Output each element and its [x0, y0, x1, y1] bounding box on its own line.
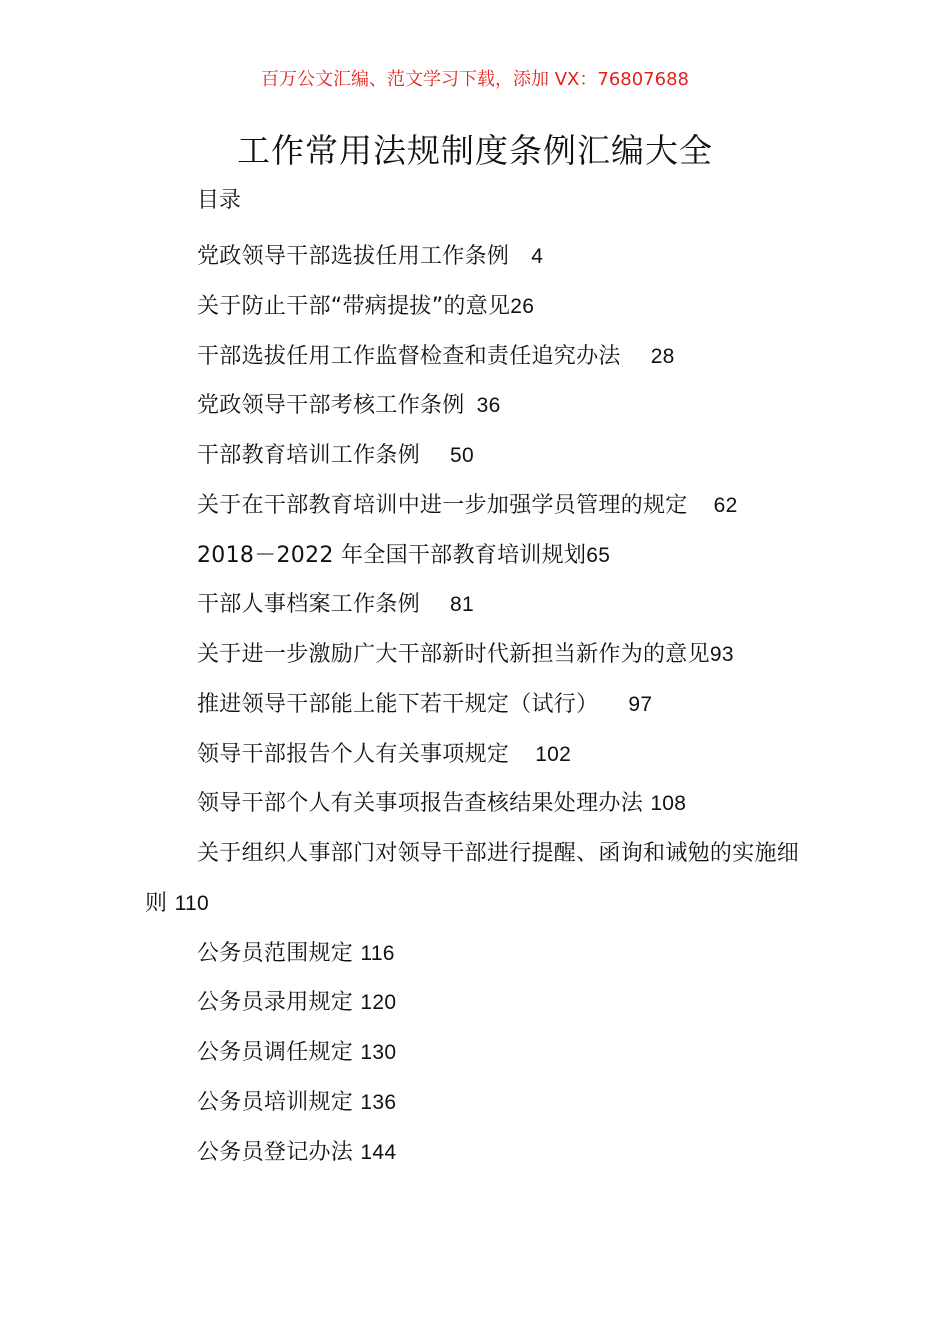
- toc-entry-page: 130: [360, 1041, 397, 1064]
- toc-entry-page: 4: [531, 245, 544, 268]
- toc-entry-page: 93: [709, 643, 734, 666]
- table-of-contents: [145, 232, 815, 1177]
- toc-entry: [145, 680, 815, 730]
- toc-entry-page: 62: [713, 493, 738, 517]
- toc-entry-page: 97: [628, 692, 653, 716]
- toc-entry: [145, 282, 815, 332]
- toc-entry-title: 关于进一步激励广大干部新时代新担当新作为的意见: [197, 642, 710, 667]
- toc-entry-page: 36: [476, 394, 501, 418]
- toc-entry-title: 关于组织人事部门对领导干部进行提醒、函询和诫勉的实施细则: [145, 841, 800, 916]
- toc-entry-title: 干部人事档案工作条例: [197, 592, 421, 618]
- toc-entry: [145, 929, 815, 979]
- toc-entry-page: 28: [650, 344, 675, 368]
- document-title: 工作常用法规制度条例汇编大全: [237, 131, 713, 170]
- toc-entry-page: 110: [174, 891, 209, 915]
- toc-entry: [145, 779, 815, 829]
- toc-entry-title: 党政领导干部考核工作条例: [197, 393, 465, 419]
- toc-entry-page: 81: [450, 593, 474, 617]
- toc-entry-page: 116: [360, 941, 395, 965]
- toc-entry: [145, 1128, 815, 1178]
- toc-entry: [145, 829, 815, 929]
- toc-entry-title: 2018－2022 年全国干部教育培训规划: [197, 542, 587, 568]
- toc-entry-title: 领导干部个人有关事项报告查核结果处理办法: [197, 791, 644, 817]
- toc-entry: [145, 1028, 815, 1078]
- toc-entry: [145, 580, 815, 630]
- toc-entry-title: 公务员登记办法: [197, 1139, 354, 1165]
- toc-entry-title: 关于在干部教育培训中进一步加强学员管理的规定: [197, 492, 688, 518]
- toc-entry-title: 领导干部报告个人有关事项规定: [197, 741, 510, 767]
- toc-entry: [145, 232, 815, 282]
- toc-entry: [145, 1078, 815, 1128]
- toc-entry: [145, 730, 815, 780]
- toc-entry-title: 关于防止干部“带病提拔”的意见: [197, 293, 511, 319]
- toc-entry-title: 公务员调任规定: [197, 1040, 354, 1065]
- toc-entry-page: 136: [360, 1090, 397, 1114]
- toc-entry-title: 党政领导干部选拔任用工作条例: [197, 244, 510, 269]
- toc-entry-title: 公务员范围规定: [197, 940, 354, 966]
- toc-entry-page: 26: [510, 294, 535, 318]
- toc-entry: [145, 481, 815, 531]
- toc-heading: 目录: [197, 188, 242, 213]
- toc-entry-page: 108: [650, 792, 687, 816]
- toc-entry-title: 干部教育培训工作条例: [197, 443, 421, 468]
- toc-entry-page: 144: [360, 1140, 397, 1164]
- toc-entry: [145, 531, 815, 581]
- toc-entry-page: 120: [360, 991, 397, 1015]
- header-promo-note: 百万公文汇编、范文学习下载，添加 VX：76807688: [261, 69, 689, 90]
- toc-entry-title: 公务员培训规定: [197, 1089, 354, 1115]
- toc-entry-title: 公务员录用规定: [197, 990, 354, 1016]
- toc-entry: [145, 431, 815, 481]
- toc-entry: [145, 630, 815, 680]
- toc-entry-title: 推进领导干部能上能下若干规定（试行）: [197, 691, 599, 717]
- toc-entry: [145, 381, 815, 431]
- toc-entry-page: 50: [450, 444, 474, 467]
- toc-entry: [145, 978, 815, 1028]
- toc-entry-title: 干部选拔任用工作监督检查和责任追究办法: [197, 343, 621, 369]
- toc-entry: [145, 332, 815, 382]
- toc-entry-page: 65: [586, 543, 611, 567]
- toc-entry-page: 102: [535, 742, 572, 766]
